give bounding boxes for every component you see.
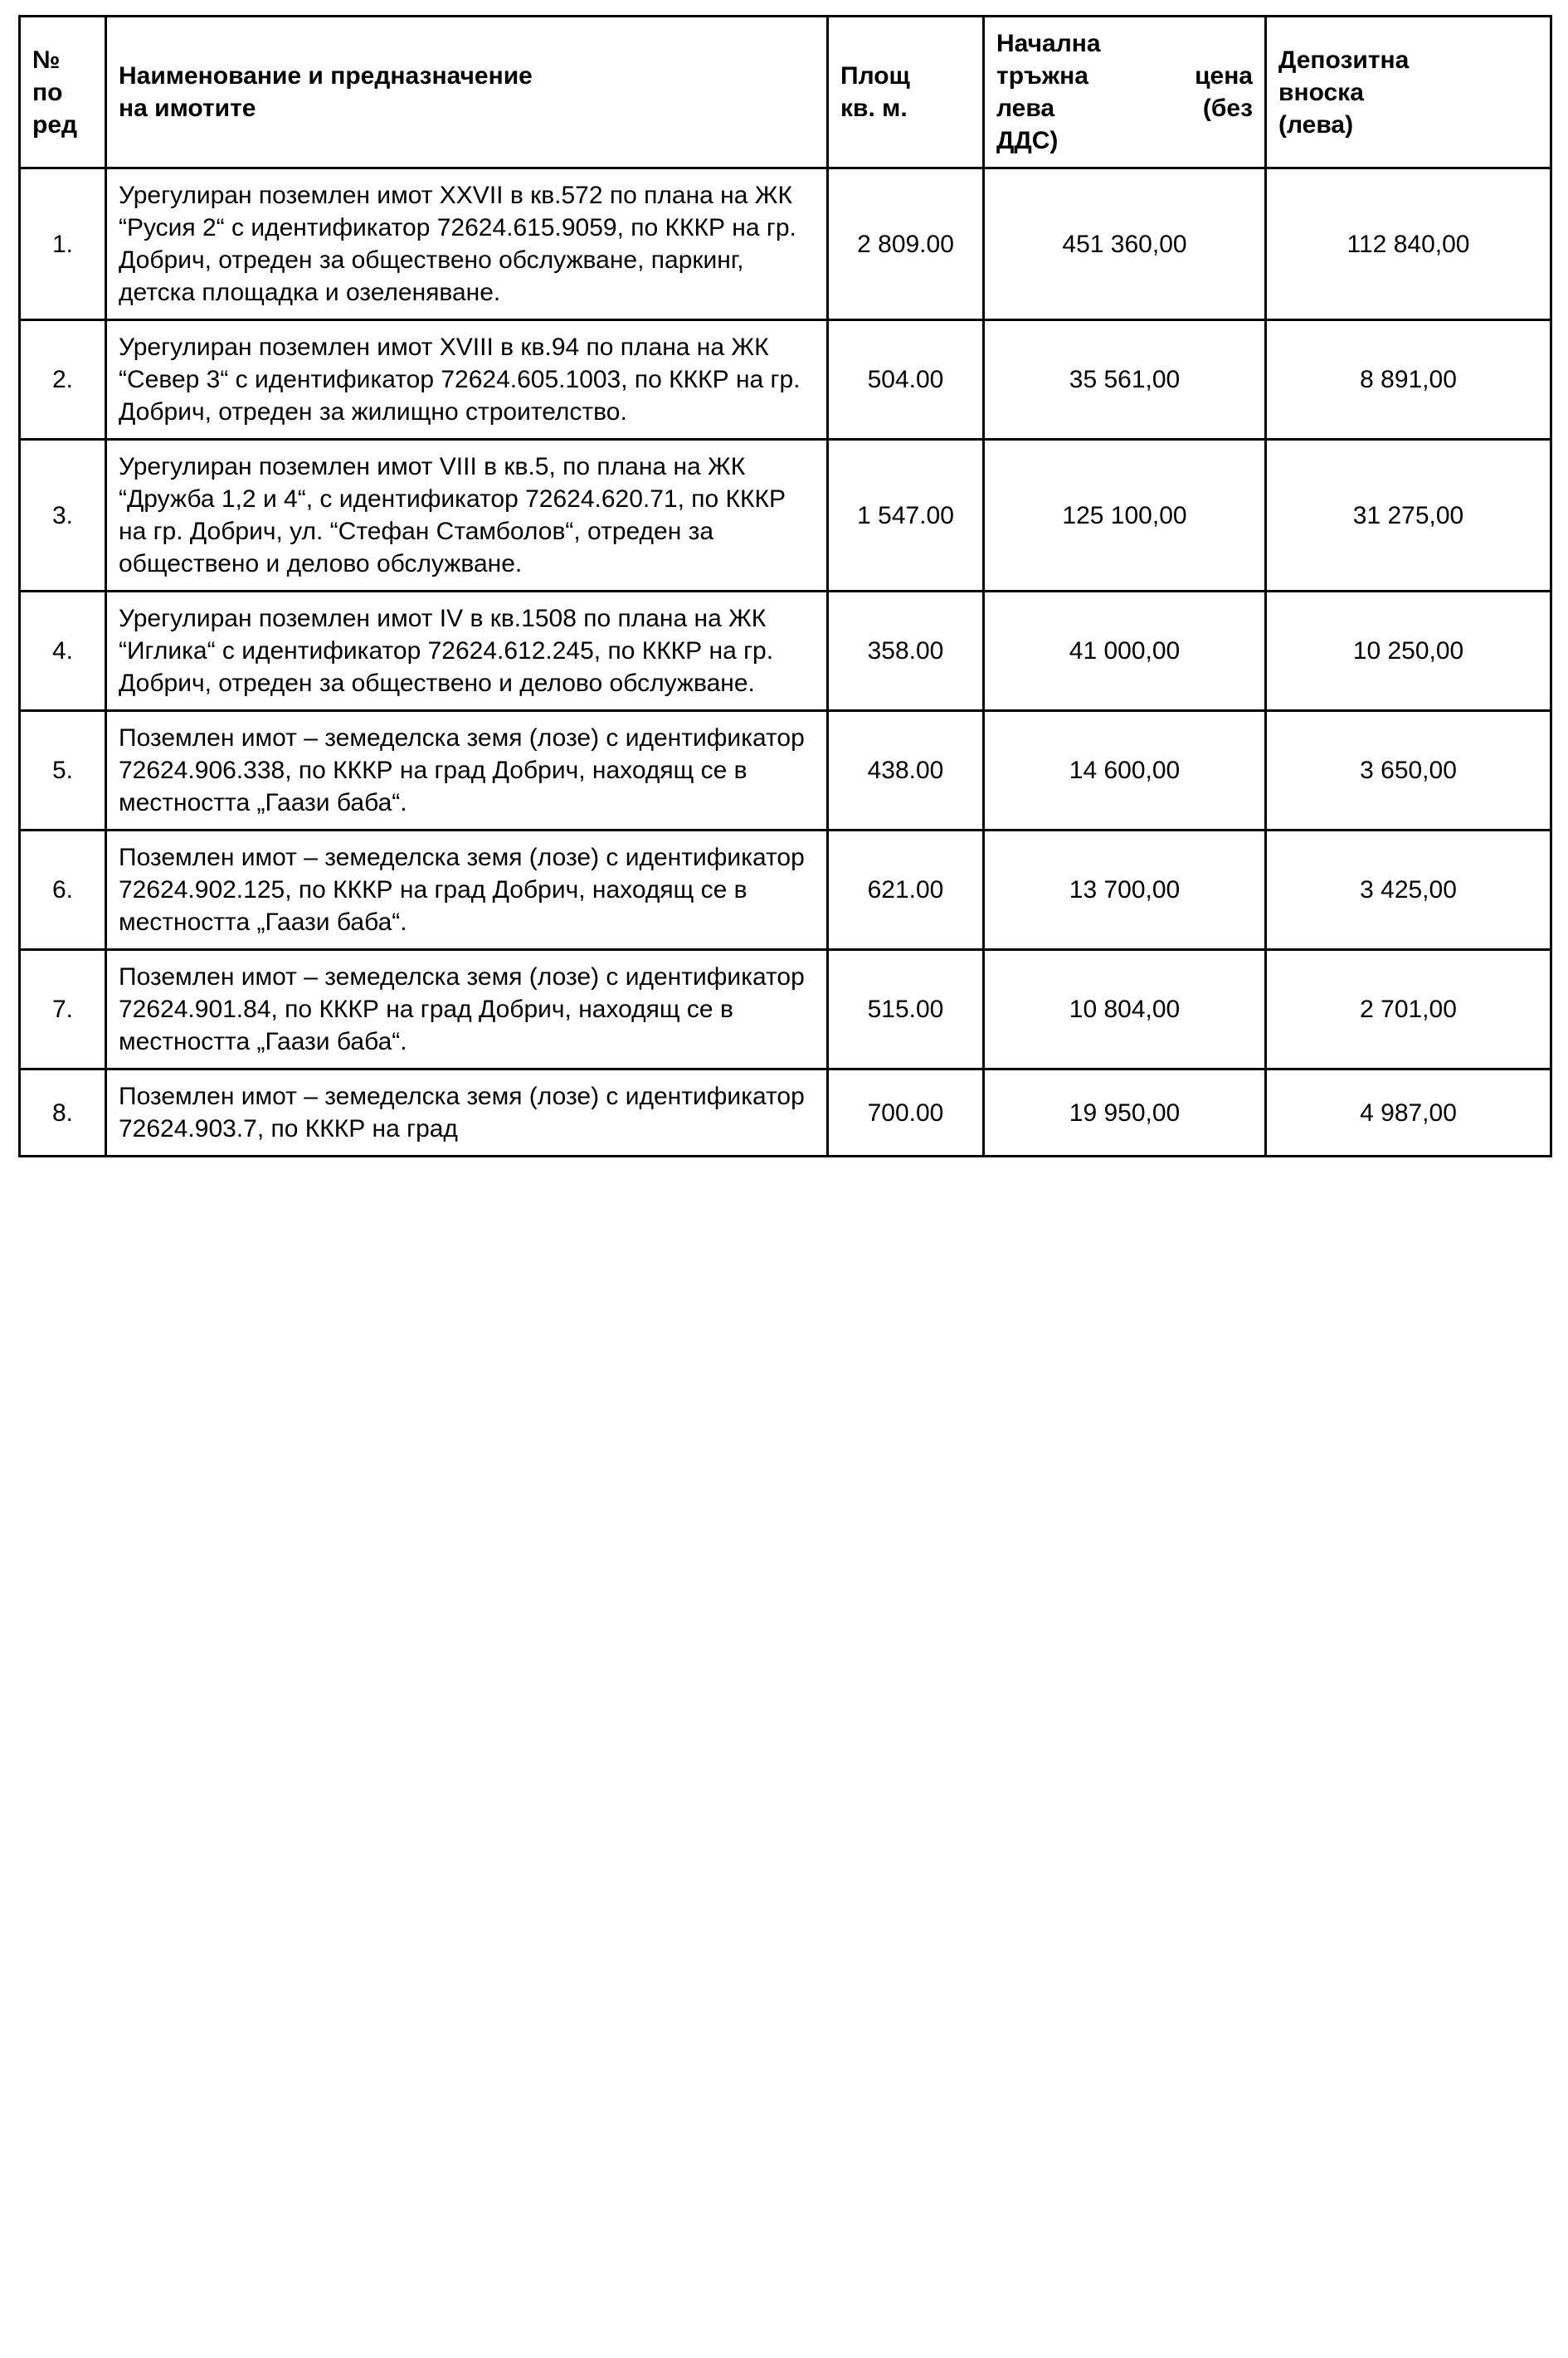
cell-description: Поземлен имот – земеделска земя (лозе) с идентификатор 72624.901.84, по КККР на град Добрич, находящ се в местността „Гаази баба“.	[106, 950, 828, 1069]
cell-area: 1 547.00	[828, 440, 984, 592]
cell-number: 7.	[20, 950, 106, 1069]
cell-starting-price: 14 600,00	[984, 711, 1266, 831]
column-header-deposit: Депозитна вноска (лева)	[1266, 17, 1551, 168]
column-header-number: № по ред	[20, 17, 106, 168]
cell-starting-price: 125 100,00	[984, 440, 1266, 592]
cell-number: 6.	[20, 831, 106, 950]
table-header	[20, 17, 1551, 168]
cell-description: Урегулиран поземлен имот XVIII в кв.94 по плана на ЖК “Север 3“ с идентификатор 72624.605.1003, по КККР на гр. Добрич, отреден за жилищно строителство.	[106, 320, 828, 440]
cell-deposit: 4 987,00	[1266, 1069, 1551, 1157]
cell-area: 438.00	[828, 711, 984, 831]
cell-deposit: 10 250,00	[1266, 592, 1551, 711]
cell-number: 3.	[20, 440, 106, 592]
cell-area: 2 809.00	[828, 168, 984, 320]
cell-number: 5.	[20, 711, 106, 831]
cell-starting-price: 451 360,00	[984, 168, 1266, 320]
cell-description: Урегулиран поземлен имот IV в кв.1508 по плана на ЖК “Иглика“ с идентификатор 72624.612.245, по КККР на гр. Добрич, отреден за обществено и делово обслужване.	[106, 592, 828, 711]
cell-number: 2.	[20, 320, 106, 440]
column-header-description: Наименование и предназначение на имотите	[106, 17, 828, 168]
column-header-area: Площ кв. м.	[828, 17, 984, 168]
table-row	[20, 168, 1551, 320]
table-row	[20, 831, 1551, 950]
cell-number: 1.	[20, 168, 106, 320]
cell-description: Поземлен имот – земеделска земя (лозе) с идентификатор 72624.902.125, по КККР на град Добрич, находящ се в местността „Гаази баба“.	[106, 831, 828, 950]
cell-area: 515.00	[828, 950, 984, 1069]
table-header-row	[20, 17, 1551, 168]
cell-starting-price: 13 700,00	[984, 831, 1266, 950]
cell-number: 4.	[20, 592, 106, 711]
cell-deposit: 31 275,00	[1266, 440, 1551, 592]
table-row	[20, 711, 1551, 831]
cell-starting-price: 35 561,00	[984, 320, 1266, 440]
table-row	[20, 592, 1551, 711]
property-auction-table	[18, 15, 1552, 1157]
cell-description: Поземлен имот – земеделска земя (лозе) с идентификатор 72624.906.338, по КККР на град Добрич, находящ се в местността „Гаази баба“.	[106, 711, 828, 831]
cell-deposit: 2 701,00	[1266, 950, 1551, 1069]
cell-area: 621.00	[828, 831, 984, 950]
cell-area: 504.00	[828, 320, 984, 440]
cell-area: 700.00	[828, 1069, 984, 1157]
table-body	[20, 168, 1551, 1157]
cell-description: Поземлен имот – земеделска земя (лозе) с идентификатор 72624.903.7, по КККР на град	[106, 1069, 828, 1157]
table-row	[20, 950, 1551, 1069]
cell-deposit: 3 650,00	[1266, 711, 1551, 831]
cell-starting-price: 19 950,00	[984, 1069, 1266, 1157]
cell-number: 8.	[20, 1069, 106, 1157]
cell-deposit: 3 425,00	[1266, 831, 1551, 950]
cell-description: Урегулиран поземлен имот XXVII в кв.572 по плана на ЖК “Русия 2“ с идентификатор 72624.615.9059, по КККР на гр. Добрич, отреден за обществено обслужване, паркинг, детска площадка и озеленяване.	[106, 168, 828, 320]
cell-area: 358.00	[828, 592, 984, 711]
cell-starting-price: 10 804,00	[984, 950, 1266, 1069]
cell-deposit: 112 840,00	[1266, 168, 1551, 320]
column-header-starting-price: Начална тръжна цена лева (без ДДС)	[984, 17, 1266, 168]
table-row	[20, 440, 1551, 592]
cell-starting-price: 41 000,00	[984, 592, 1266, 711]
cell-description: Урегулиран поземлен имот VIII в кв.5, по плана на ЖК “Дружба 1,2 и 4“, с идентификатор 72624.620.71, по КККР на гр. Добрич, ул. “Стефан Стамболов“, отреден за обществено и делово обслужване.	[106, 440, 828, 592]
table-row	[20, 1069, 1551, 1157]
cell-deposit: 8 891,00	[1266, 320, 1551, 440]
table-row	[20, 320, 1551, 440]
